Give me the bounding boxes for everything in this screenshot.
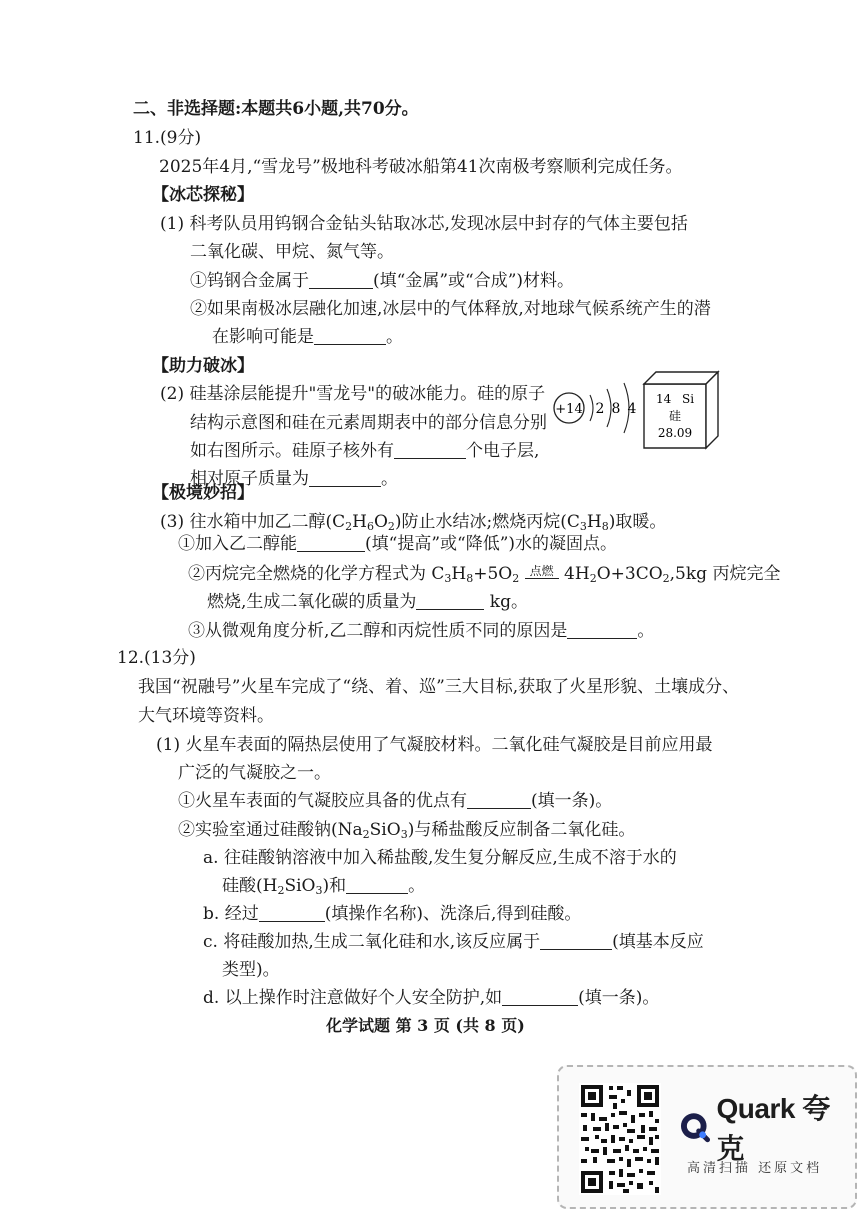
answer-blank[interactable]	[416, 592, 484, 610]
q11-p1-b-line1: ②如果南极冰层融化加速,冰层中的气体释放,对地球气候系统产生的潜	[190, 299, 711, 319]
answer-blank[interactable]	[297, 534, 365, 552]
q12-intro-line1: 我国“祝融号”火星车完成了“绕、着、巡”三大目标,获取了火星形貌、土壤成分、	[138, 677, 740, 697]
q11-part3-heading: 【极境妙招】	[152, 483, 254, 503]
silicon-element-cell	[640, 370, 724, 452]
answer-blank[interactable]	[309, 271, 373, 289]
answer-blank[interactable]	[567, 621, 637, 639]
section-title: 二、非选择题:本题共6小题,共70分。	[133, 99, 419, 119]
q11-p1-a: ①钨钢合金属于 (填“金属”或“合成”)材料。	[190, 271, 575, 291]
shell-2-electrons: 8	[611, 401, 621, 417]
answer-blank[interactable]	[540, 932, 612, 950]
q11-p2-line3: 如右图所示。硅原子核外有 个电子层,	[190, 441, 540, 461]
q12-p1-a: ①火星车表面的气凝胶应具备的优点有 (填一条)。	[178, 791, 613, 811]
q12-step-a-line1: a. 往硅酸钠溶液中加入稀盐酸,发生复分解反应,生成不溶于水的	[203, 848, 677, 868]
q11-p3-b-line2: 燃烧,生成二氧化碳的质量为 kg。	[207, 592, 528, 612]
silicon-atom-diagram	[552, 377, 642, 447]
element-name: 硅	[668, 409, 682, 423]
question-12-number: 12.(13分)	[117, 648, 196, 668]
shell-1-electrons: 2	[595, 401, 605, 417]
q11-p2-line4: 相对原子质量为 。	[190, 469, 398, 489]
q11-p2-line1: (2) 硅基涂层能提升"雪龙号"的破冰能力。硅的原子	[160, 384, 546, 404]
answer-blank[interactable]	[502, 988, 578, 1006]
q12-step-b: b. 经过 (填操作名称)、洗涤后,得到硅酸。	[203, 904, 582, 924]
answer-blank[interactable]	[309, 469, 381, 487]
q11-p2-line2: 结构示意图和硅在元素周期表中的部分信息分别	[190, 413, 547, 433]
nucleus-charge: +14	[555, 402, 583, 417]
shell-arc-1	[590, 395, 593, 421]
quark-logo[interactable]	[679, 1093, 855, 1164]
shell-arc-2	[607, 389, 611, 427]
answer-blank[interactable]	[467, 791, 531, 809]
q12-step-d: d. 以上操作时注意做好个人安全防护,如 (填一条)。	[203, 988, 660, 1008]
q11-p3-b-line1: ②丙烷完全燃烧的化学方程式为 $C_3H_8+5O_2$ 点燃 $4H_2O+3CO_2,5kg$ 丙烷完全	[188, 564, 781, 585]
quark-scan-card[interactable]	[557, 1065, 857, 1209]
q11-p3-c: ③从微观角度分析,乙二醇和丙烷性质不同的原因是 。	[188, 621, 655, 641]
q12-step-c-line1: c. 将硅酸加热,生成二氧化硅和水,该反应属于 (填基本反应	[203, 932, 704, 952]
q11-p3-a: ①加入乙二醇能 (填“提高”或“降低”)水的凝固点。	[178, 534, 618, 554]
q11-part2-heading: 【助力破冰】	[152, 356, 254, 376]
answer-blank[interactable]	[314, 327, 386, 345]
q12-step-a-line2: 硅酸$(H_2SiO_3)$和 。	[222, 876, 426, 897]
question-11-number: 11.(9分)	[133, 128, 202, 148]
atomic-mass: 28.09	[657, 426, 693, 440]
q11-intro: 2025年4月,“雪龙号”极地科考破冰船第41次南极考察顺利完成任务。	[159, 157, 683, 177]
quark-brand: Quark 夸克	[716, 1093, 830, 1164]
q11-p1-b-line2: 在影响可能是 。	[212, 327, 403, 347]
qr-code-icon[interactable]	[579, 1083, 661, 1195]
reaction-condition-arrow: 点燃	[525, 565, 559, 579]
q11-part1-heading: 【冰芯探秘】	[152, 185, 254, 205]
shell-3-electrons: 4	[627, 401, 637, 417]
q12-intro-line2: 大气环境等资料。	[138, 706, 274, 726]
q11-p1-line2: 二氧化碳、甲烷、氮气等。	[190, 242, 394, 262]
element-symbol: Si	[682, 392, 695, 406]
q11-p1-line1: (1) 科考队员用钨钢合金钻头钻取冰芯,发现冰层中封存的气体主要包括	[160, 214, 688, 234]
quark-q-icon	[679, 1111, 711, 1143]
q12-p1-b: ②实验室通过硅酸钠$(Na_2SiO_3)$与稀盐酸反应制备二氧化硅。	[178, 820, 636, 841]
answer-blank[interactable]	[259, 904, 325, 922]
q11-p3-line1: (3) 往水箱中加乙二醇$(C_2H_6O_2)$防止水结冰;燃烧丙烷$(C_3H_8)$取暖。	[160, 512, 667, 533]
answer-blank[interactable]	[394, 441, 466, 459]
q12-step-c-line2: 类型)。	[222, 960, 280, 980]
page-footer: 化学试题 第 3 页 (共 8 页)	[326, 1016, 525, 1035]
q12-p1-line1: (1) 火星车表面的隔热层使用了气凝胶材料。二氧化硅气凝胶是目前应用最	[156, 735, 713, 755]
answer-blank[interactable]	[346, 876, 408, 894]
atomic-number: 14	[656, 392, 672, 406]
quark-tagline: 高清扫描 还原文档	[687, 1161, 823, 1176]
q12-p1-line2: 广泛的气凝胶之一。	[178, 763, 331, 783]
